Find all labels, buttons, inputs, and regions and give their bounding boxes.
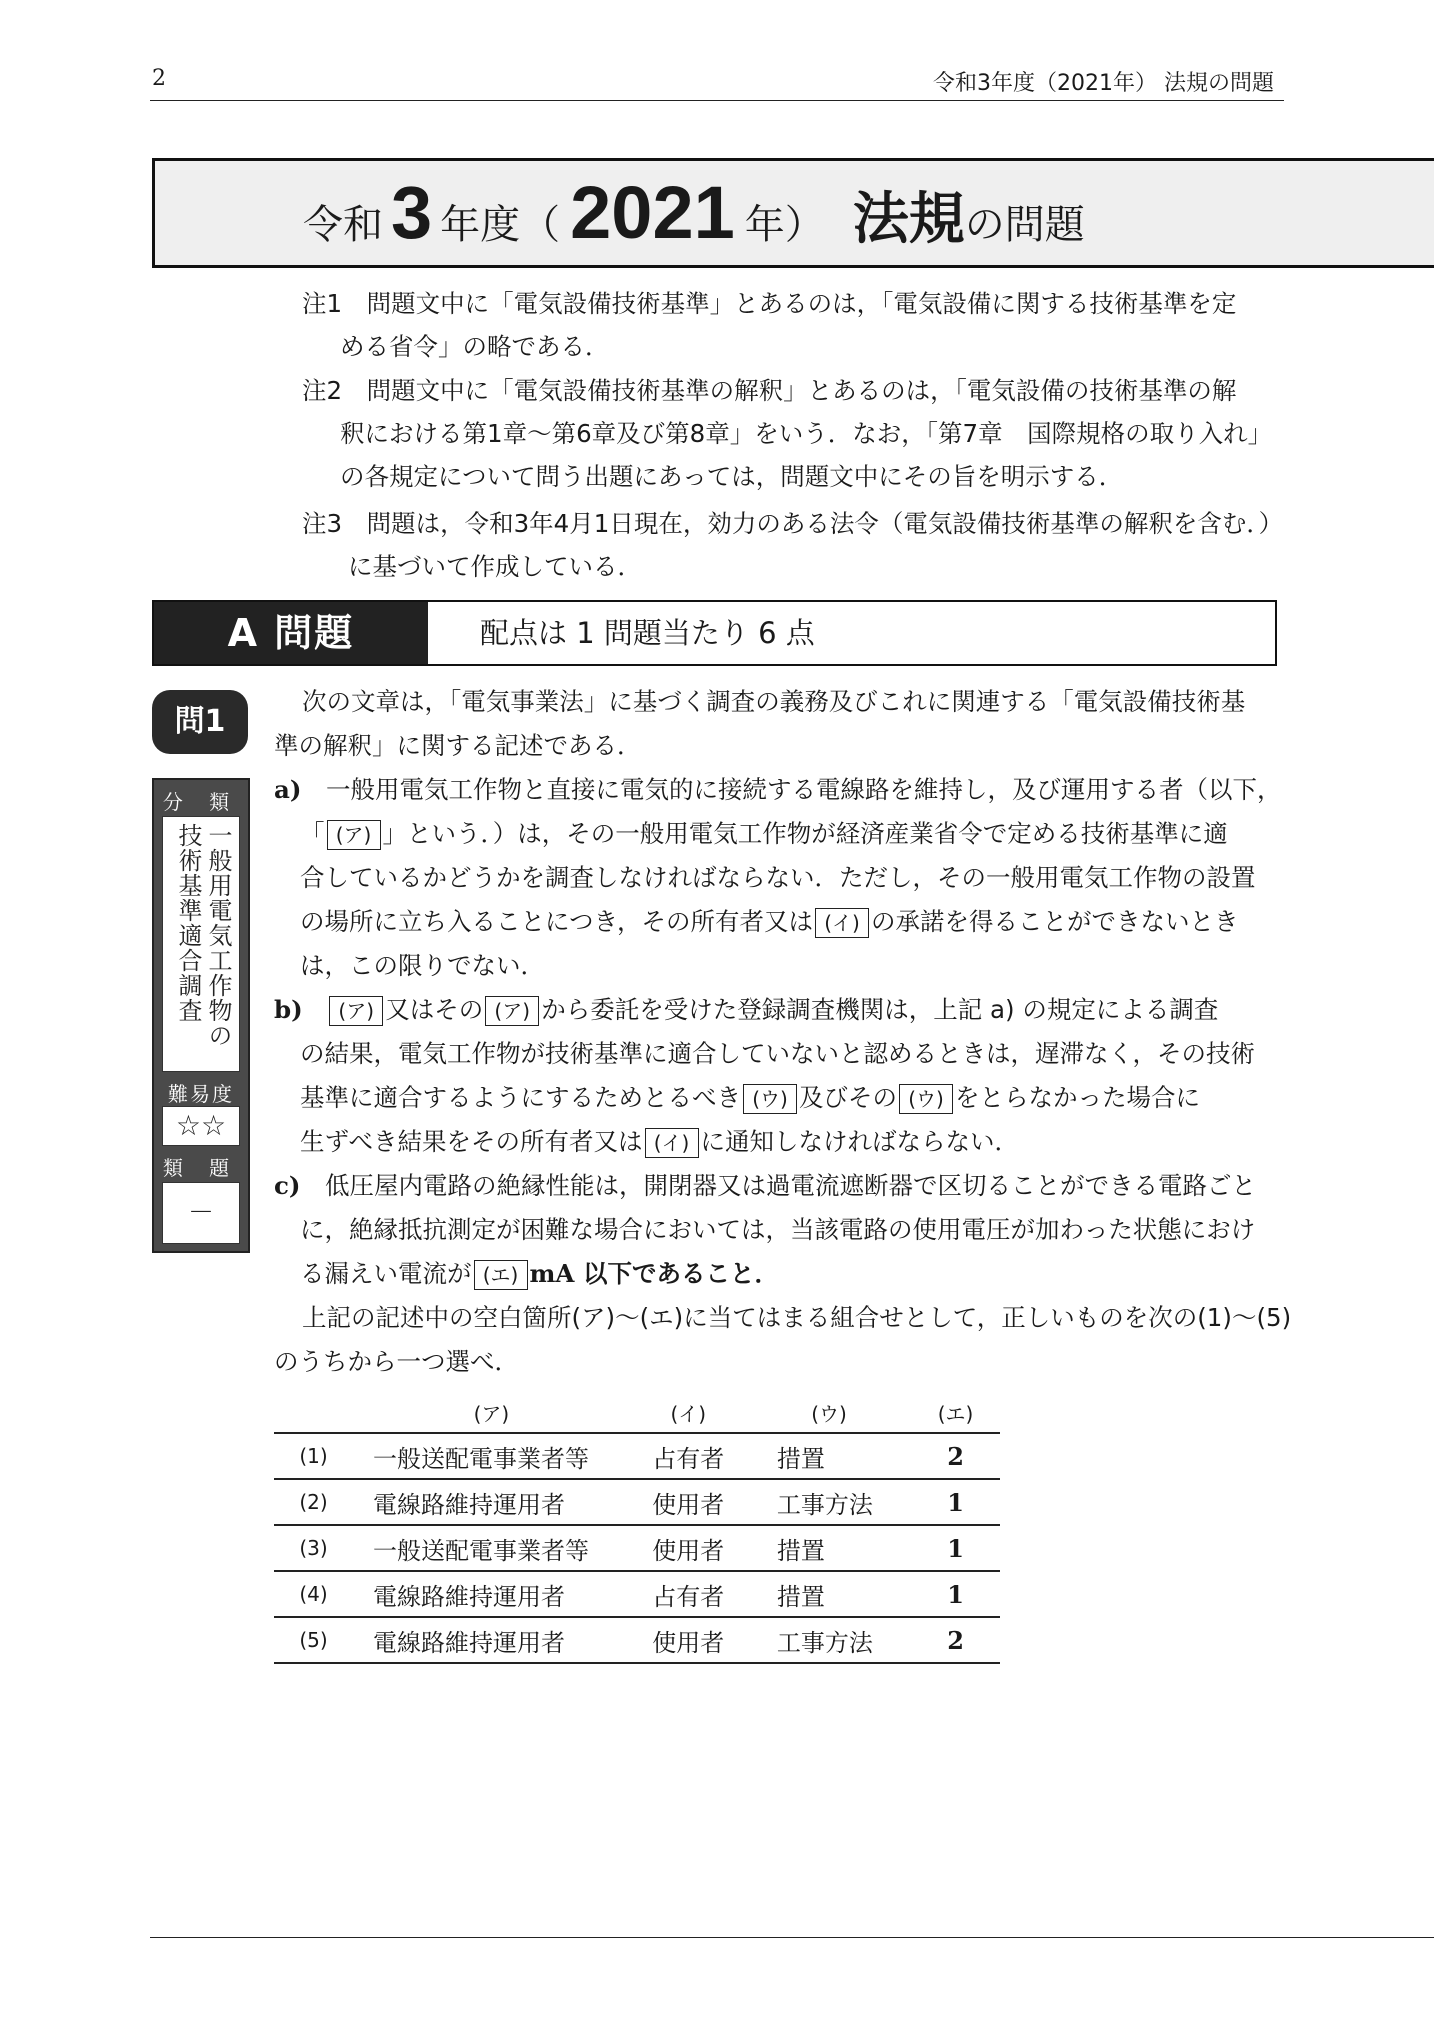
note-text: に基づいて作成している． <box>348 552 642 581</box>
choice-number: (1) <box>274 1433 353 1479</box>
table-header <box>274 1392 353 1433</box>
similar-label: 類 題 <box>162 1156 240 1180</box>
difficulty-stars: ☆☆ <box>175 1109 227 1142</box>
title-nen: 年） <box>744 202 825 248</box>
footer-rule <box>150 1937 1434 1938</box>
choice-number: (2) <box>274 1479 353 1525</box>
choice-number: (3) <box>274 1525 353 1571</box>
cell-i: 占有者 <box>630 1433 747 1479</box>
item-b-text: 及びその <box>799 1083 897 1112</box>
note-3 <box>302 507 1283 584</box>
blank-a: (ア) <box>329 996 383 1026</box>
cell-a: 電線路維持運用者 <box>353 1571 630 1617</box>
blank-u: (ウ) <box>743 1084 797 1114</box>
cell-e: 1 <box>911 1571 1000 1617</box>
title-suffix: の問題 <box>964 202 1085 248</box>
outro-line: 上記の記述中の空白箇所(ア)～(エ)に当てはまる組合せとして，正しいものを次の(1)～(5) <box>302 1303 1292 1332</box>
question-badge: 問1 <box>152 690 248 754</box>
note-text: 問題文中に「電気設備技術基準の解釈」とあるのは，「電気設備の技術基準の解 <box>366 376 1237 405</box>
similar-box <box>162 1182 240 1244</box>
note-label: 注3 <box>302 509 343 538</box>
item-a-text: の場所に立ち入ることにつき，その所有者又は <box>300 907 814 936</box>
cell-a: 電線路維持運用者 <box>353 1479 630 1525</box>
item-a-line: は，この限りでない． <box>300 951 545 980</box>
item-c-label: c) <box>274 1171 301 1200</box>
difficulty-box <box>162 1106 240 1146</box>
cell-e: 1 <box>911 1479 1000 1525</box>
item-b-text: から委託を受けた登録調査機関は，上記 a) の規定による調査 <box>541 995 1219 1024</box>
cell-e: 1 <box>911 1525 1000 1571</box>
table-header-row <box>274 1392 1000 1433</box>
cell-i: 使用者 <box>630 1479 747 1525</box>
table-row[interactable] <box>274 1433 1000 1479</box>
item-b-text: 基準に適合するようにするためとるべき <box>300 1083 741 1112</box>
intro-line: 準の解釈」に関する記述である． <box>274 731 642 760</box>
title-era-year: 3 <box>391 171 433 254</box>
item-b-text: 又はその <box>385 995 484 1024</box>
note-text: 問題文中に「電気設備技術基準」とあるのは，「電気設備に関する技術基準を定 <box>366 289 1237 318</box>
table-row[interactable] <box>274 1479 1000 1525</box>
title-year: 2021 <box>570 171 735 254</box>
note-text: 問題は，令和3年4月1日現在，効力のある法令（電気設備技術基準の解釈を含む．） <box>366 509 1284 538</box>
blank-i: (イ) <box>645 1128 699 1158</box>
item-a-label: a) <box>274 775 302 804</box>
table-header: (ア) <box>473 1401 510 1426</box>
item-a-text: 」という．）は，その一般用電気工作物が経済産業省令で定める技術基準に適 <box>382 819 1228 848</box>
page-title <box>303 161 1085 265</box>
note-text: める省令」の略である． <box>340 332 610 361</box>
cell-u: 措置 <box>747 1525 911 1571</box>
item-b-text: 生ずべき結果をその所有者又は <box>300 1127 643 1156</box>
difficulty-label: 難易度 <box>168 1082 234 1106</box>
cell-u: 工事方法 <box>747 1479 911 1525</box>
choice-number: (5) <box>274 1617 353 1663</box>
table-row[interactable] <box>274 1617 1000 1663</box>
note-label: 注2 <box>302 376 343 405</box>
item-b-label: b) <box>274 995 303 1024</box>
cell-u: 措置 <box>747 1433 911 1479</box>
note-text: 釈における第1章～第6章及び第8章」をいう．なお，「第7章 国際規格の取り入れ」 <box>340 419 1273 448</box>
title-nendo: 年度（ <box>440 202 561 248</box>
table-row[interactable] <box>274 1571 1000 1617</box>
choice-number: (4) <box>274 1571 353 1617</box>
cell-e: 2 <box>911 1433 1000 1479</box>
item-c-line: に，絶縁抵抗測定が困難な場合においては，当該電路の使用電圧が加わった状態におけ <box>300 1215 1256 1244</box>
item-a-text: 「 <box>300 819 325 848</box>
item-b-text: に通知しなければならない． <box>700 1127 1020 1156</box>
cell-i: 使用者 <box>630 1525 747 1571</box>
item-a-line: 合しているかどうかを調査しなければならない．ただし，その一般用電気工作物の設置 <box>300 863 1256 892</box>
title-subject: 法規 <box>852 187 965 252</box>
blank-e: (エ) <box>474 1260 528 1290</box>
page-number: 2 <box>152 66 166 91</box>
cell-a: 電線路維持運用者 <box>353 1617 630 1663</box>
category-text: 一般用電気工作物の技術基準適合調査 <box>174 823 232 1048</box>
blank-a: (ア) <box>327 820 381 850</box>
table-header: (ウ) <box>811 1401 847 1426</box>
note-label: 注1 <box>302 289 343 318</box>
title-era: 令和 <box>303 202 383 248</box>
item-a-text: の承諾を得ることができないとき <box>871 907 1239 936</box>
section-a-label: A 問題 <box>154 602 428 664</box>
cell-i: 占有者 <box>630 1571 747 1617</box>
table-row[interactable] <box>274 1525 1000 1571</box>
outro-line: のうちから一つ選べ． <box>274 1347 519 1376</box>
question-body <box>274 685 1291 1379</box>
item-a-line: 一般用電気工作物と直接に電気的に接続する電線路を維持し，及び運用する者（以下， <box>325 775 1282 804</box>
cell-u: 工事方法 <box>747 1617 911 1663</box>
category-box <box>162 816 240 1072</box>
blank-a: (ア) <box>485 996 539 1026</box>
item-b-text: をとらなかった場合に <box>955 1083 1200 1112</box>
table-header: (エ) <box>937 1401 974 1426</box>
item-c-text: mA 以下であること． <box>529 1259 779 1288</box>
section-a-points: 配点は 1 問題当たり 6 点 <box>480 616 815 650</box>
note-text: の各規定について問う出題にあっては，問題文中にその旨を明示する． <box>340 462 1124 491</box>
blank-i: (イ) <box>815 908 869 938</box>
similar-value: － <box>187 1198 214 1228</box>
cell-a: 一般送配電事業者等 <box>353 1433 630 1479</box>
answer-table <box>274 1392 1000 1664</box>
note-1 <box>302 287 1236 364</box>
header-rule <box>150 100 1284 101</box>
cell-u: 措置 <box>747 1571 911 1617</box>
section-a-header <box>152 600 1277 666</box>
cell-i: 使用者 <box>630 1617 747 1663</box>
item-b-line: の結果，電気工作物が技術基準に適合していないと認めるときは，遅滞なく，その技術 <box>300 1039 1256 1068</box>
cell-a: 一般送配電事業者等 <box>353 1525 630 1571</box>
item-c-line: 低圧屋内電路の絶縁性能は，開閉器又は過電流遮断器で区切ることができる電路ごと <box>325 1171 1257 1200</box>
item-c-text: る漏えい電流が <box>300 1259 472 1288</box>
note-2 <box>302 374 1272 494</box>
blank-u: (ウ) <box>899 1084 953 1114</box>
title-banner <box>152 158 1434 268</box>
running-title: 令和3年度（2021年） 法規の問題 <box>933 71 1274 96</box>
intro-line: 次の文章は，「電気事業法」に基づく調査の義務及びこれに関連する「電気設備技術基 <box>302 687 1246 716</box>
classification-panel <box>152 778 250 1253</box>
category-label: 分 類 <box>162 790 240 814</box>
table-header: (イ) <box>670 1401 707 1426</box>
cell-e: 2 <box>911 1617 1000 1663</box>
